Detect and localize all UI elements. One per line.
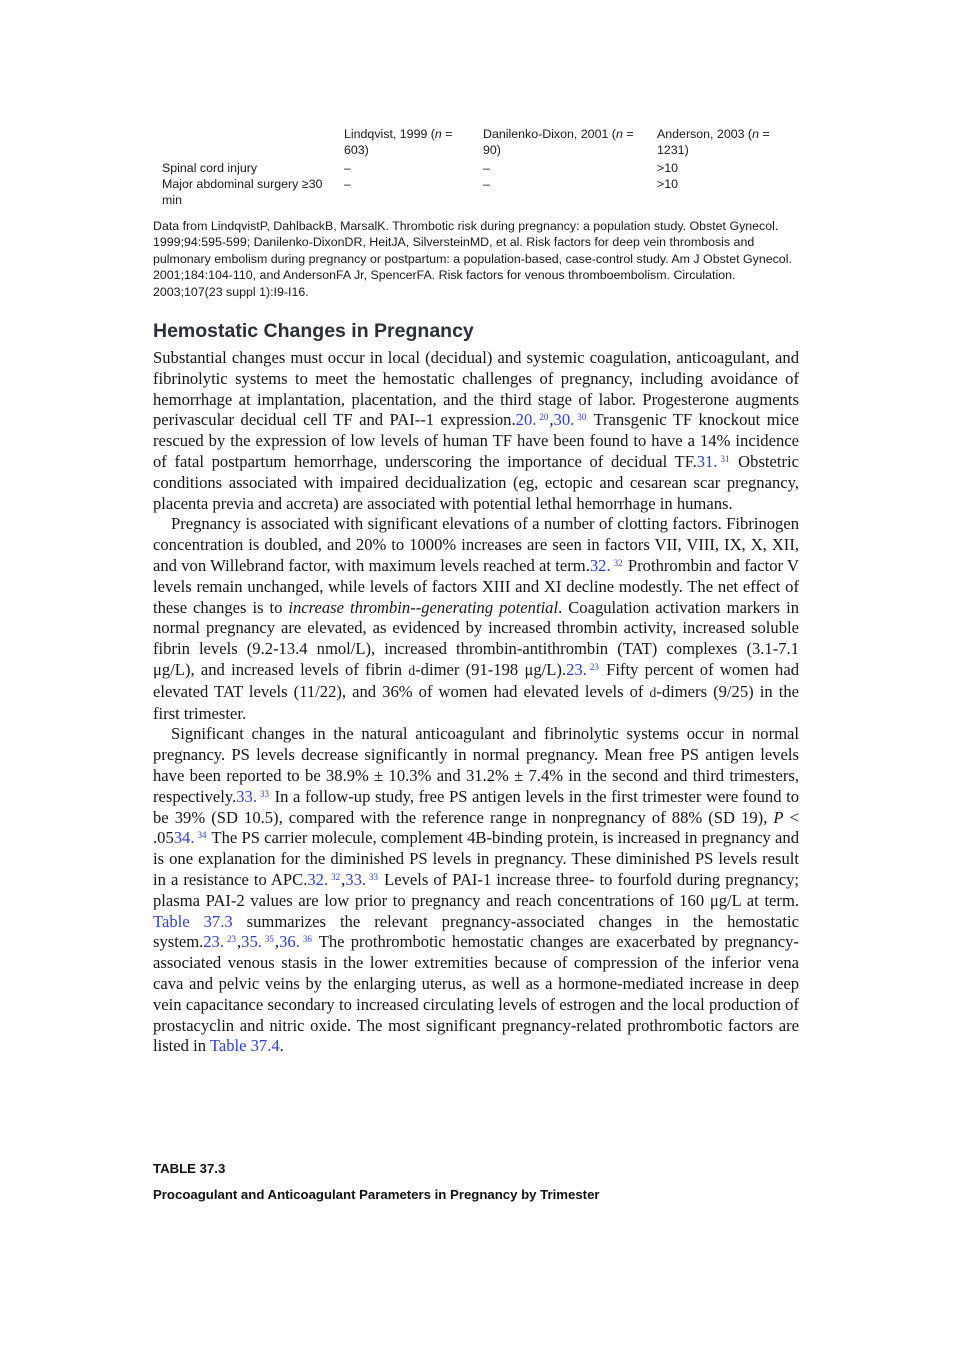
reference-link[interactable]: 32. [589,555,611,575]
table-link[interactable]: Table 37.4 [209,1036,280,1056]
reference-superscript: 23 [589,661,599,672]
table-cell: – [344,161,351,175]
reference-superscript: 20 [539,412,549,423]
table-header-cell: Anderson, 2003 (n = 1231) [657,127,770,157]
reference-link[interactable]: 33. [236,786,257,806]
table-cell: – [483,177,490,191]
section-body [153,348,799,1057]
paragraph: Significant changes in the natural anticoagulant and fibrinolytic systems occur in normal pregnancy. PS levels decrease significantly in normal pregnancy. Mean free PS antigen levels have been reported to be 38.9% ± 10.3% and 31.2% ± 7.4% in the second and third trimesters, respectively.33. $^{33}$ In a follow-up study, free PS antigen levels in the first trimester were found to be 39% (SD 10.5), compared with the reference range in nonpregnancy of 88% (SD 19), P < .0534. $^{34}$ The PS carrier molecule, complement 4B-binding protein, is increased in pregnancy and is one explanation for the diminished PS levels in pregnancy. These diminished PS levels result in a resistance to APC.32. $^{32}$,33. $^{33}$ Levels of PAI-1 increase three- to fourfold during pregnancy; plasma PAI-2 values are low prior to pregnancy and reach concentrations of 160 μg/L at term. Table 37.3 summarizes the relevant pregnancy-associated changes in the hemostatic system.23. $^{23}$,35. $^{35}$,36. $^{36}$ The prothrombotic hemostatic changes are exacerbated by pregnancy-associated venous stasis in the lower extremities because of compression of the inferior vena cava and pelvic veins by the enlarging uterus, as well as a hormone-mediated increase in deep vein capacitance secondary to increased circulating levels of estrogen and the local production of prostacyclin and nitric oxide. The most significant pregnancy-related prothrombotic factors are listed in Table 37.4. [153,724,800,1056]
reference-superscript: 35 [264,934,274,945]
reference-superscript: 33 [369,871,379,882]
reference-superscript: 33 [260,788,269,799]
table-title: Procoagulant and Anticoagulant Parameters in Pregnancy by Trimester [153,1187,600,1202]
emphasis-text: increase thrombin--generating potential [288,597,559,617]
table-header-cell: Lindqvist, 1999 (n = 603) [344,127,453,157]
reference-link[interactable]: 32. [307,869,329,889]
reference-link[interactable]: 33. [345,869,367,889]
reference-link[interactable]: 31. [696,451,718,471]
table-cell: Major abdominal surgery ≥30 min [162,177,323,207]
reference-superscript: 23 [227,934,236,945]
table-caption [153,1160,600,1204]
paragraph: Substantial changes must occur in local (decidual) and systemic coagulation, anticoagulant, and fibrinolytic systems to meet the hemostatic challenges of pregnancy, including avoidance of hemorrhage at implantation, placentation, and the third stage of labor. Progesterone augments perivascular decidual cell TF and PAI--1 expression.20. $^{20}$,30. $^{30}$ Transgenic TF knockout mice rescued by the expression of low levels of human TF have been found to have a 14% incidence of fatal postpartum hemorrhage, underscoring the importance of decidual TF.31. $^{31}$ Obstetric conditions associated with impaired decidualization (eg, ectopic and cesarean scar pregnancy, placenta previa and accreta) are associated with potential lethal hemorrhage in humans. [153,348,799,513]
risk-factor-table-continued [156,126,796,208]
section-heading: Hemostatic Changes in Pregnancy [153,320,474,342]
reference-link[interactable]: 23. [566,659,587,679]
table-cell: Spinal cord injury [162,161,258,175]
reference-superscript: 30 [577,412,587,423]
table-header-row [156,126,796,160]
table-cell: >10 [657,177,679,191]
reference-superscript: 31 [720,453,730,464]
table-link[interactable]: Table 37.3 [153,911,233,931]
table-cell: – [483,161,490,175]
table-cell: >10 [657,161,679,175]
reference-link[interactable]: 20. [515,410,537,430]
reference-link[interactable]: 30. [553,410,575,430]
table-cell: – [344,177,351,191]
paragraph: Pregnancy is associated with significant elevations of a number of clotting factors. Fibrinogen concentration is doubled, and 20% to 1000% increases are seen in factors VII, VIII, IX, X, XII, and von Willebrand factor, with maximum levels reached at term.32. $^{32}$ Prothrombin and factor V levels remain unchanged, while levels of factors XIII and XI decline modestly. The net effect of these changes is to increase thrombin--generating potential. Coagulation activation markers in normal pregnancy are elevated, as evidenced by increased thrombin activity, increased soluble fibrin levels (9.2-13.4 nmol/L), increased thrombin-antithrombin (TAT) complexes (3.1-7.1 μg/L), and increased levels of fibrin d-dimer (91-198 μg/L).23. $^{23}$ Fifty percent of women had elevated TAT levels (11/22), and 36% of women had elevated levels of d-dimers (9/25) in the first trimester. [153,514,799,723]
table-label: TABLE 37.3 [153,1161,226,1176]
table-header-cell [156,126,338,160]
reference-superscript: 34 [197,830,207,841]
reference-link[interactable]: 36. [279,932,300,952]
table-row [156,176,796,208]
reference-link[interactable]: 23. [203,932,224,952]
table-footnote: Data from LindqvistP, DahlbackB, MarsalK. Thrombotic risk during pregnancy: a population study. Obstet Gynecol. 1999;94:595-599; Danilenko-DixonDR, HeitJA, SilversteinMD, et al. Risk factors for deep vein thrombosis and pulmonary embolism during pregnancy or postpartum: a population-based, case-control study. Am J Obstet Gynecol. 2001;184:104-110, and AndersonFA Jr, SpencerFA. Risk factors for venous thromboembolism. Circulation. 2003;107(23 suppl 1):I9-I16. [153,219,792,299]
reference-superscript: 36 [302,934,312,945]
table-row [156,160,796,176]
reference-link[interactable]: 35. [241,932,262,952]
table-header-cell: Danilenko-Dixon, 2001 (n = 90) [483,127,634,157]
reference-superscript: 32 [331,871,341,882]
reference-link[interactable]: 34. [173,828,195,848]
reference-superscript: 32 [613,557,623,568]
